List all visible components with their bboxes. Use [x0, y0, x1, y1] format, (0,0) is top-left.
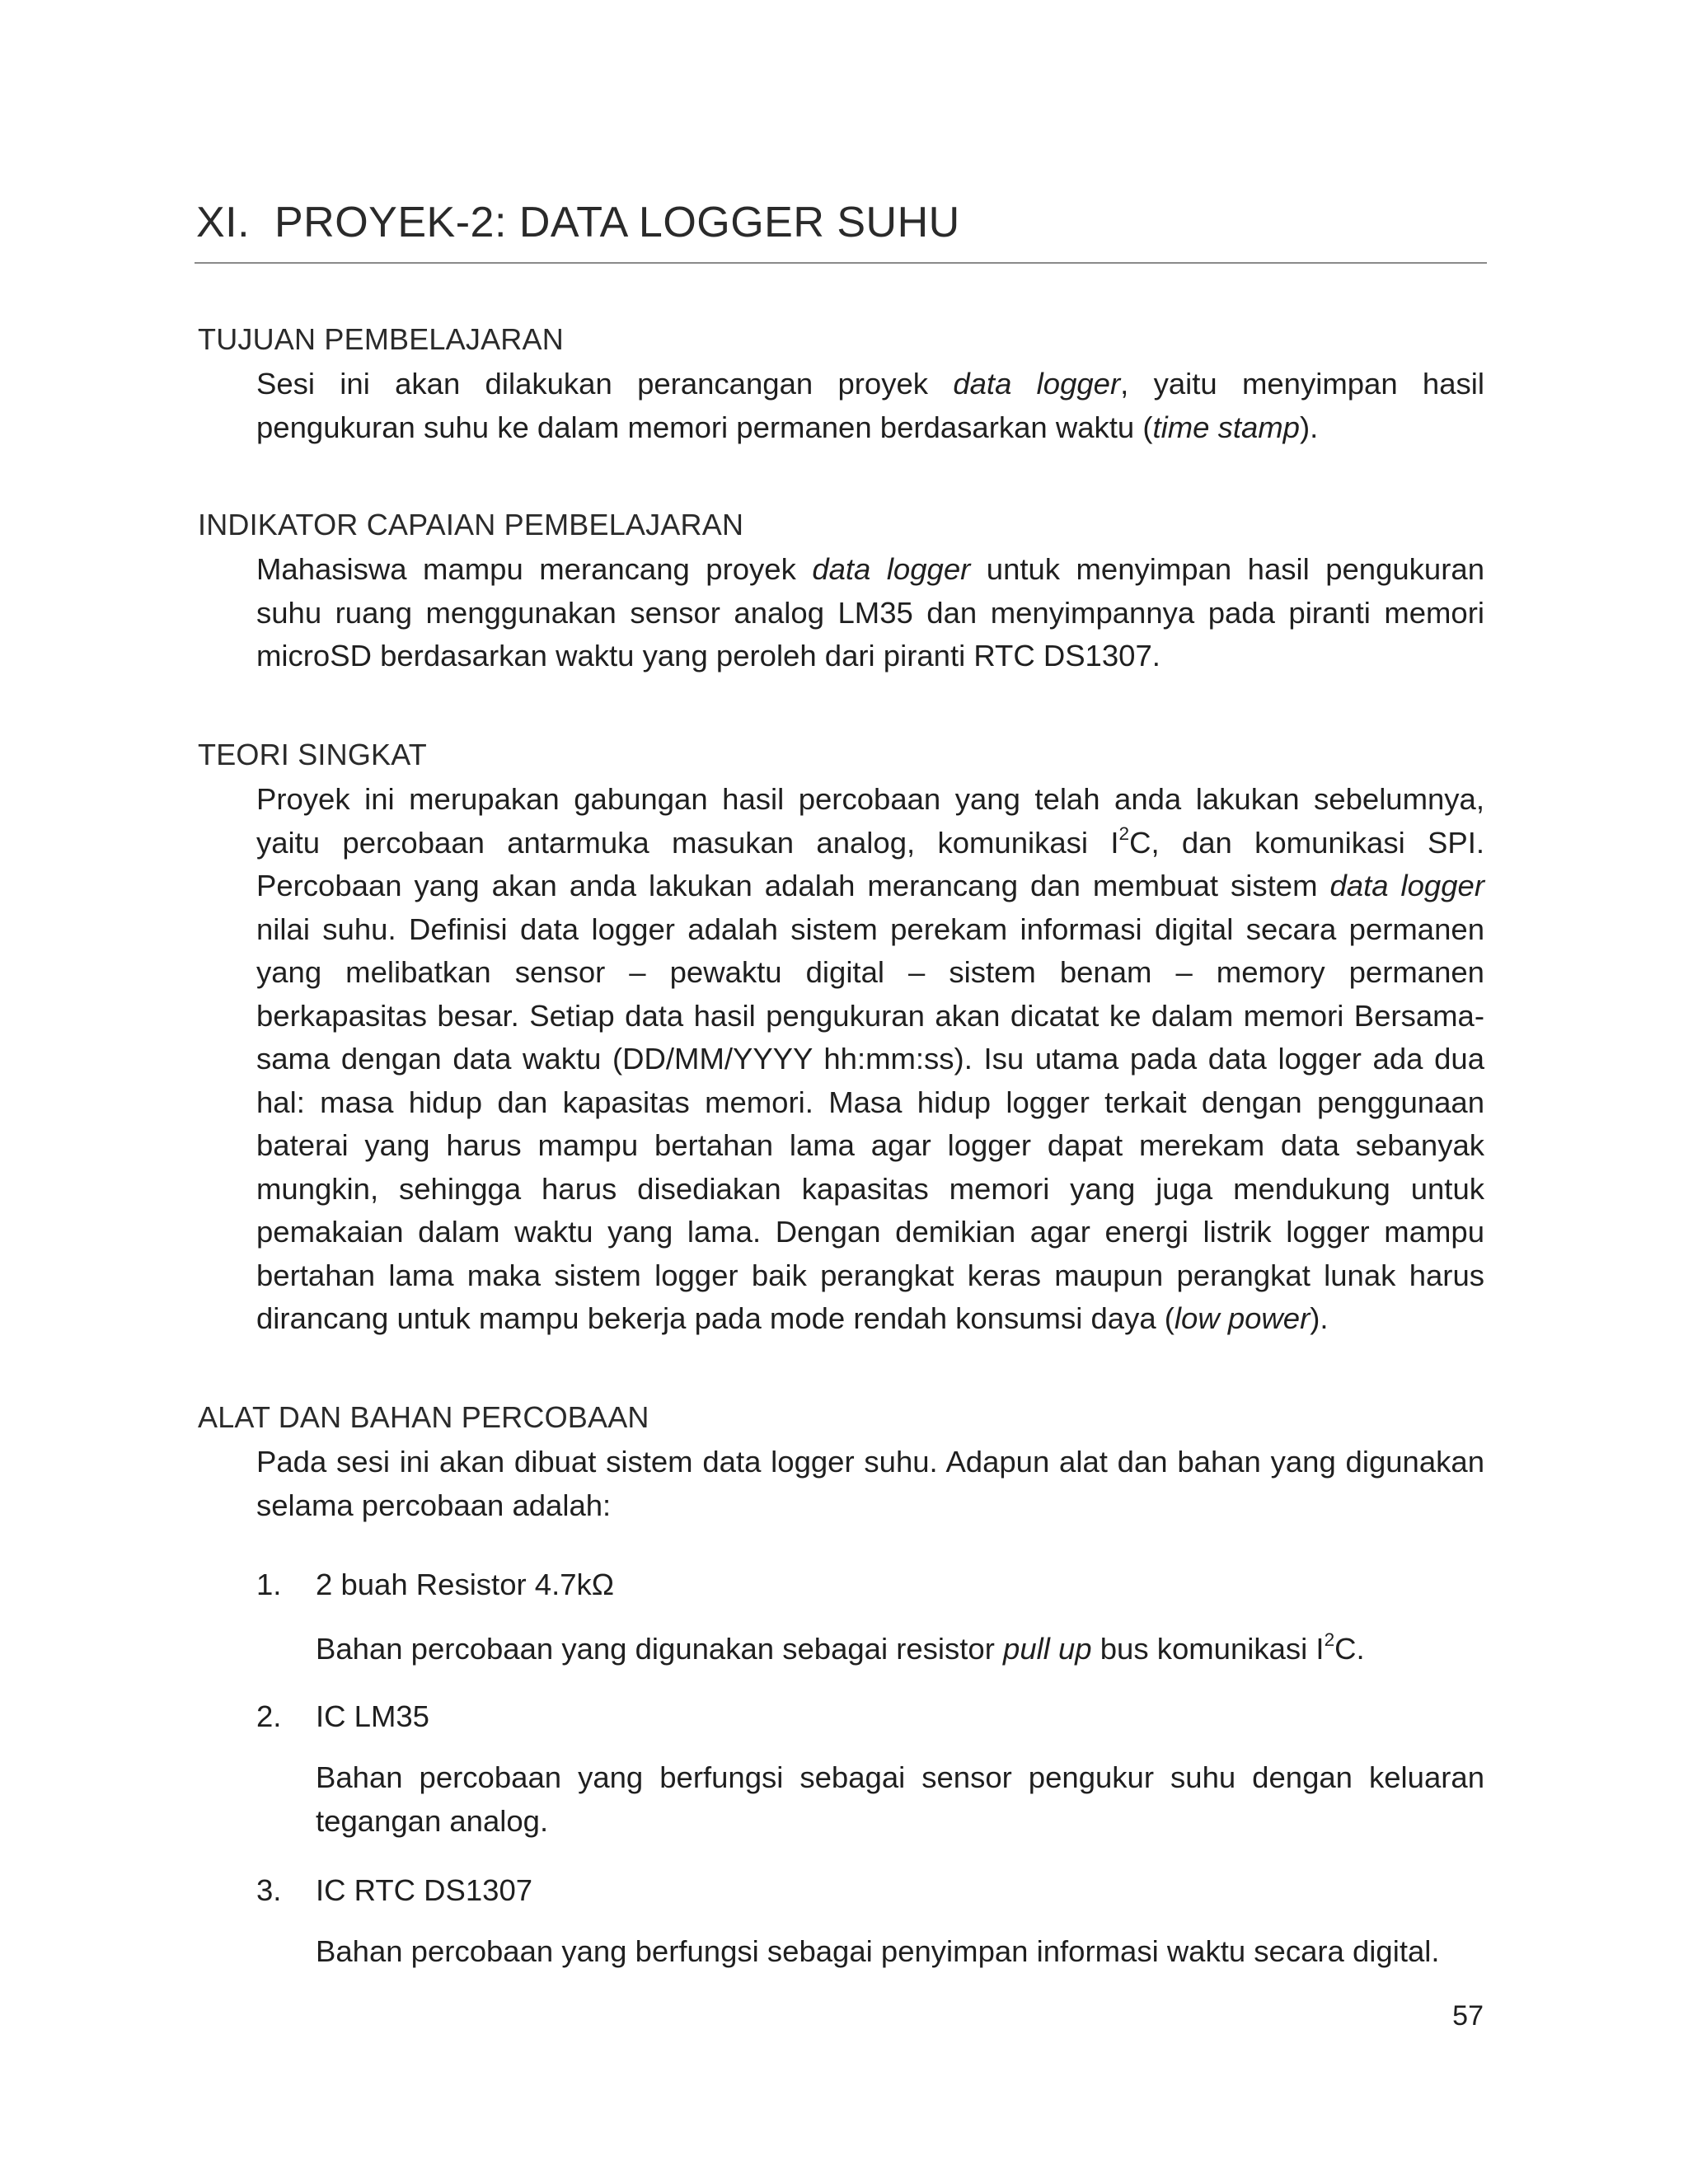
title-divider: [195, 262, 1487, 264]
list-item-title: IC RTC DS1307: [316, 1873, 533, 1907]
heading-tujuan: TUJUAN PEMBELAJARAN: [198, 322, 564, 356]
chapter-number: XI.: [196, 199, 251, 246]
list-item-description: Bahan percobaan yang berfungsi sebagai penyimpan informasi waktu secara digital.: [316, 1934, 1440, 1968]
heading-alat: ALAT DAN BAHAN PERCOBAAN: [198, 1400, 649, 1434]
page-number: 57: [1452, 2000, 1484, 2032]
chapter-title: [196, 198, 1482, 247]
list-item-description: Bahan percobaan yang berfungsi sebagai sensor pengukur suhu dengan keluaran tegangan analog.: [316, 1760, 1484, 1838]
heading-indikator: INDIKATOR CAPAIAN PEMBELAJARAN: [198, 508, 744, 541]
list-item-title: IC LM35: [316, 1699, 429, 1733]
paragraph-alat-intro: Pada sesi ini akan dibuat sistem data logger suhu. Adapun alat dan bahan yang digunakan selama percobaan adalah:: [256, 1445, 1484, 1522]
heading-teori: TEORI SINGKAT: [198, 738, 427, 771]
paragraph-tujuan: Sesi ini akan dilakukan perancangan proyek data logger, yaitu menyimpan hasil pengukuran suhu ke dalam memori permanen berdasarkan waktu (time stamp).: [256, 367, 1485, 444]
paragraph-teori: Proyek ini merupakan gabungan hasil percobaan yang telah anda lakukan sebelumnya, yaitu percobaan antarmuka masukan analog, komunikasi $I^2C$, dan komunikasi SPI. Percobaan yang akan anda lakukan adalah merancang dan membuat sistem data logger nilai suhu. Definisi data logger adalah sistem perekam informasi digital secara permanen yang melibatkan sensor – pewaktu digital – sistem benam – memory permanen berkapasitas besar. Setiap data hasil pengukuran akan dicatat ke dalam memori Bersama-sama dengan data waktu (DD/MM/YYYY hh:mm:ss). Isu utama pada data logger ada dua hal: masa hidup dan kapasitas memori. Masa hidup logger terkait dengan penggunaan baterai yang harus mampu bertahan lama agar logger dapat merekam data sebanyak mungkin, sehingga harus disediakan kapasitas memori yang juga mendukung untuk pemakaian dalam waktu yang lama. Dengan demikian agar energi listrik logger mampu bertahan lama maka sistem logger baik perangkat keras maupun perangkat lunak harus dirancang untuk mampu bekerja pada mode rendah konsumsi daya (low power).: [256, 782, 1484, 1335]
chapter-name: PROYEK-2: DATA LOGGER SUHU: [274, 199, 960, 246]
paragraph-indikator: Mahasiswa mampu merancang proyek data logger untuk menyimpan hasil pengukuran suhu ruang menggunakan sensor analog LM35 dan menyimpannya pada piranti memori microSD berdasarkan waktu yang peroleh dari piranti RTC DS1307.: [256, 552, 1484, 673]
list-item-number: 2.: [256, 1699, 282, 1733]
list-item-number: 1.: [256, 1568, 282, 1601]
list-item-number: 3.: [256, 1873, 282, 1907]
list-item-description: Bahan percobaan yang digunakan sebagai resistor pull up bus komunikasi $I^2C$.: [316, 1629, 1365, 1666]
list-item-title: 2 buah Resistor 4.7kΩ: [316, 1568, 615, 1601]
